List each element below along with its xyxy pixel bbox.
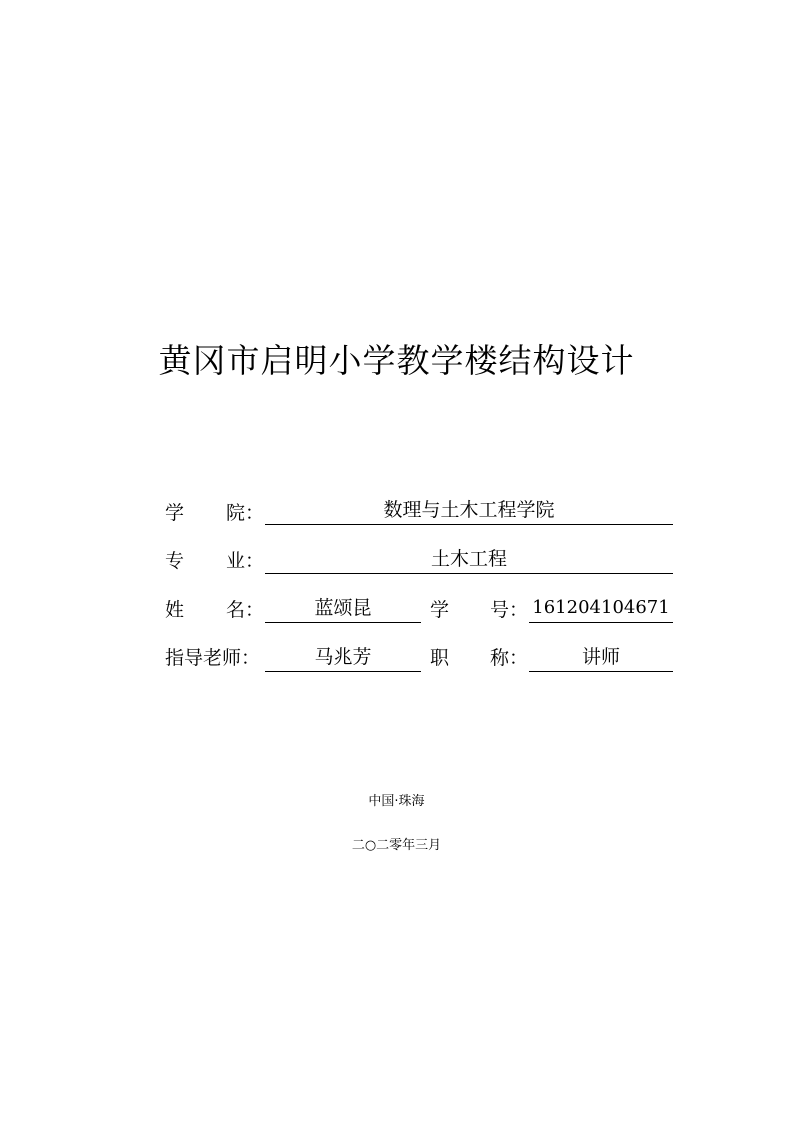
rank-label-b: 称： [490,647,529,669]
footer-date: 二○二零年三月 [351,838,442,853]
advisor-value: 马兆芳 [265,643,421,672]
college-label-a: 学 [165,502,185,524]
name-label-b: 名： [226,599,265,621]
thesis-title: 黄冈市启明小学教学楼结构设计 [158,341,635,380]
college-label-b: 院： [226,502,265,524]
student-id-value: 161204104671 [529,594,673,623]
major-value: 土木工程 [265,545,673,574]
major-label-b: 业： [226,550,265,572]
rank-value: 讲师 [529,643,673,672]
major-label-a: 专 [165,550,185,572]
college-value: 数理与土木工程学院 [265,496,673,525]
student-id-label-a: 学 [430,599,450,621]
rank-label-a: 职 [430,647,450,669]
name-label-a: 姓 [165,599,185,621]
name-value: 蓝颂昆 [265,594,421,623]
footer-location: 中国·珠海 [368,794,425,809]
advisor-label: 指导老师： [165,647,261,669]
student-id-label-b: 号： [490,599,529,621]
